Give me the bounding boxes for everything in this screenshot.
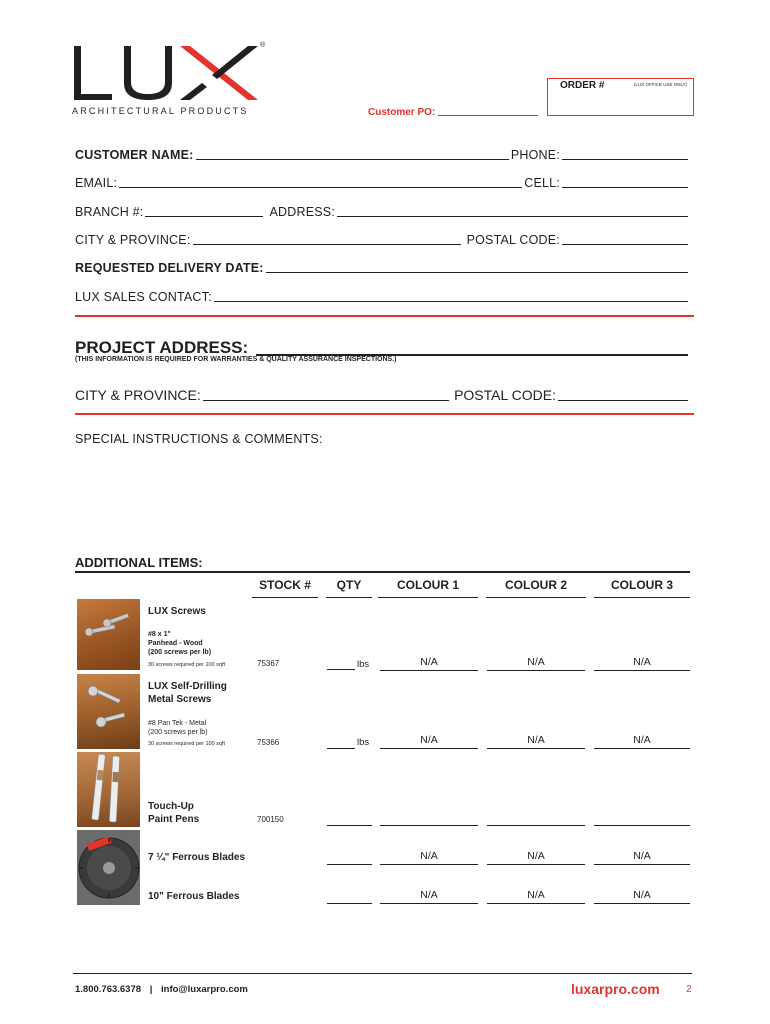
logo-subtitle: ARCHITECTURAL PRODUCTS: [72, 106, 249, 116]
qty-field[interactable]: [327, 864, 372, 865]
project-address-row: [75, 336, 690, 358]
screws-photo: [77, 599, 140, 670]
delivery-field[interactable]: [266, 272, 688, 273]
customer-name-field[interactable]: [196, 159, 509, 160]
city-field[interactable]: [193, 244, 461, 245]
footer-website[interactable]: luxarpro.com: [571, 981, 660, 997]
column-qty: QTY: [326, 576, 372, 598]
postal-label: POSTAL CODE:: [466, 233, 560, 247]
city-row: [75, 231, 690, 247]
product-note: 30 screws required per 100 sqft: [148, 741, 226, 747]
colour-3-cell[interactable]: N/A: [594, 733, 690, 749]
colour-2-cell[interactable]: N/A: [487, 733, 585, 749]
colour-3-cell[interactable]: N/A: [594, 849, 690, 865]
ferrous-blades-photo: [77, 830, 140, 905]
footer-rule: [73, 973, 692, 974]
divider: [75, 413, 694, 415]
email-field[interactable]: [119, 187, 522, 188]
column-colour-3: COLOUR 3: [594, 576, 690, 598]
product-spec: (200 screws per lb): [148, 729, 208, 736]
branch-row: [75, 203, 690, 219]
product-name: Metal Screws: [148, 694, 212, 705]
product-name: Touch-Up: [148, 801, 194, 812]
qty-field[interactable]: [327, 825, 372, 826]
phone-label: PHONE:: [510, 148, 560, 162]
metal-screws-photo: [77, 674, 140, 749]
sales-contact-row: [75, 288, 690, 304]
instructions-area[interactable]: [75, 452, 690, 547]
delivery-row: [75, 259, 690, 275]
stock-number: 75366: [257, 738, 280, 747]
cell-label: CELL:: [524, 176, 560, 190]
qty-unit: lbs: [357, 659, 370, 670]
colour-2-cell[interactable]: N/A: [487, 888, 585, 904]
product-name: 7 ¼" Ferrous Blades: [148, 852, 246, 863]
cell-field[interactable]: [562, 187, 688, 188]
project-city-label: CITY & PROVINCE:: [75, 387, 201, 403]
branch-label: BRANCH #:: [75, 205, 144, 219]
address-label: ADDRESS:: [269, 205, 335, 219]
email-label: EMAIL:: [75, 176, 118, 190]
phone-field[interactable]: [562, 159, 688, 160]
email-row: [75, 174, 690, 190]
project-postal-field[interactable]: [558, 400, 688, 401]
sales-contact-field[interactable]: [214, 301, 688, 302]
stock-number: 75367: [257, 659, 280, 668]
order-box[interactable]: [547, 78, 694, 116]
page-number: 2: [686, 984, 692, 995]
project-address-label: PROJECT ADDRESS:: [75, 338, 249, 357]
qty-field[interactable]: [327, 903, 372, 904]
instructions-label: SPECIAL INSTRUCTIONS & COMMENTS:: [75, 432, 323, 446]
screw-icon: [77, 599, 140, 670]
order-label: ORDER #: [560, 80, 605, 91]
colour-2-cell[interactable]: N/A: [487, 655, 585, 671]
project-postal-label: POSTAL CODE:: [454, 387, 556, 403]
lux-logo: [72, 42, 267, 122]
colour-3-cell[interactable]: N/A: [594, 888, 690, 904]
branch-field[interactable]: [145, 216, 263, 217]
footer-separator: |: [149, 984, 153, 995]
registered-mark: ®: [260, 42, 266, 49]
colour-1-cell[interactable]: N/A: [380, 655, 478, 671]
product-spec: #8 x 1": [148, 631, 171, 638]
project-city-field[interactable]: [203, 400, 449, 401]
column-stock: STOCK #: [252, 576, 318, 598]
product-name: LUX Self-Drilling: [148, 681, 227, 692]
customer-name-row: [75, 146, 690, 162]
metal-screw-icon: [77, 674, 140, 749]
lux-logo-mark: [72, 42, 267, 104]
items-title-underline: [75, 571, 690, 573]
column-colour-1: COLOUR 1: [378, 576, 478, 598]
customer-po: [368, 104, 538, 118]
city-label: CITY & PROVINCE:: [75, 233, 191, 247]
order-note: (LUX OFFICE USE ONLY): [634, 82, 688, 87]
qty-field[interactable]: [327, 748, 355, 749]
product-spec: (200 screws per lb): [148, 649, 212, 656]
qty-unit: lbs: [357, 737, 370, 748]
project-city-row: [75, 383, 690, 403]
product-name: LUX Screws: [148, 606, 206, 617]
customer-po-field[interactable]: [438, 115, 538, 116]
product-spec: Panhead - Wood: [148, 640, 203, 647]
product-note: 30 screws required per 100 sqft: [148, 662, 226, 668]
footer-contact: [75, 984, 248, 995]
divider: [75, 315, 694, 317]
address-field[interactable]: [337, 216, 688, 217]
delivery-label: REQUESTED DELIVERY DATE:: [75, 261, 264, 275]
paint-pens-photo: [77, 752, 140, 827]
colour-2-cell[interactable]: [487, 825, 585, 826]
customer-po-label: Customer PO:: [368, 107, 436, 118]
colour-1-cell[interactable]: N/A: [380, 888, 478, 904]
colour-3-cell[interactable]: N/A: [594, 655, 690, 671]
qty-field[interactable]: [327, 669, 355, 670]
colour-3-cell[interactable]: [594, 825, 690, 826]
product-name: 10" Ferrous Blades: [148, 891, 240, 902]
product-name: Paint Pens: [148, 814, 200, 825]
footer-phone[interactable]: 1.800.763.6378: [75, 984, 142, 995]
saw-blade-icon: [77, 830, 140, 905]
paint-pen-icon: [77, 752, 140, 827]
stock-number: 700150: [257, 815, 284, 824]
postal-field[interactable]: [562, 244, 688, 245]
colour-1-cell[interactable]: N/A: [380, 849, 478, 865]
items-title: ADDITIONAL ITEMS:: [75, 555, 203, 570]
footer-email[interactable]: info@luxarpro.com: [161, 984, 248, 995]
colour-2-cell[interactable]: N/A: [487, 849, 585, 865]
colour-1-cell[interactable]: N/A: [380, 733, 478, 749]
column-colour-2: COLOUR 2: [486, 576, 586, 598]
customer-name-label: CUSTOMER NAME:: [75, 148, 194, 162]
colour-1-cell[interactable]: [380, 825, 478, 826]
project-note: (THIS INFORMATION IS REQUIRED FOR WARRANTIES & QUALITY ASSURANCE INSPECTIONS.): [75, 356, 397, 363]
sales-contact-label: LUX SALES CONTACT:: [75, 290, 212, 304]
product-spec: #8 Pan Tek - Metal: [148, 720, 207, 727]
